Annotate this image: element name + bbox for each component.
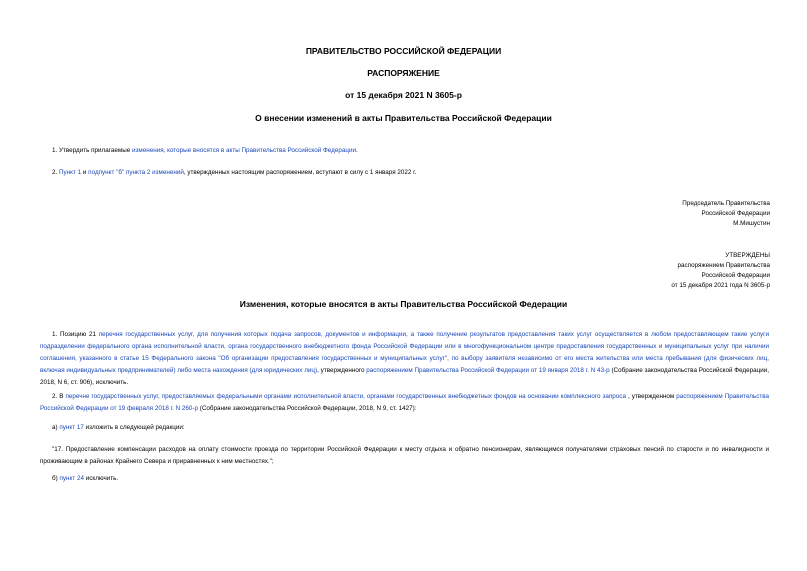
approval-country: Российской Федерации: [701, 272, 770, 279]
approval-by: распоряжением Правительства: [677, 262, 770, 269]
date-number-heading: от 15 декабря 2021 N 3605-р: [345, 90, 462, 100]
item-2-link-point-1[interactable]: Пункт 1: [59, 169, 82, 176]
signature-country: Российской Федерации: [701, 210, 770, 217]
subject-heading: О внесении изменений в акты Правительства Российской Федерации: [255, 113, 552, 123]
change-2-text-2: , утвержденном: [625, 393, 677, 400]
subitem-a-prefix: а): [52, 424, 60, 431]
item-1-suffix: .: [355, 147, 358, 154]
subitem-a-link[interactable]: пункт 17: [59, 424, 84, 431]
item-1-link[interactable]: изменения, которые вносятся в акты Правительства Российской Федерации: [132, 147, 356, 154]
subitem-b: [52, 474, 118, 483]
government-heading: ПРАВИТЕЛЬСТВО РОССИЙСКОЙ ФЕДЕРАЦИИ: [305, 46, 502, 56]
change-2-link-list[interactable]: перечне государственных услуг, предоставляемых федеральными органами исполнительной власти, органами государственных внебюджетных фондов на основании комплексного запроса: [65, 393, 626, 400]
item-2-mid-1: и: [81, 169, 89, 176]
change-2-text-1: 2. В: [52, 393, 66, 400]
subitem-b-suffix: исключить.: [83, 475, 119, 482]
change-2-link-order[interactable]: распоряжением Правительства Российской Федерации от 19 февраля 2018 г. N 260-р: [40, 393, 770, 412]
change-1-text-1: 1. Позицию 21: [52, 331, 99, 338]
change-1-paragraph: [40, 329, 769, 389]
subitem-a: [52, 423, 185, 432]
subitem-b-prefix: б): [52, 475, 60, 482]
subitem-b-link[interactable]: пункт 24: [59, 475, 84, 482]
change-1-text-2: , утвержденного: [317, 367, 367, 374]
subitem-a-suffix: изложить в следующей редакции:: [83, 424, 185, 431]
item-1-prefix: 1. Утвердить прилагаемые: [52, 147, 132, 154]
document-type-heading: РАСПОРЯЖЕНИЕ: [367, 68, 440, 78]
item-2-suffix: , утвержденных настоящим распоряжением, вступают в силу с 1 января 2022 г.: [183, 169, 417, 176]
change-1-text-3: (Собрание законодательства Российской Федерации, 2018, N 6, ст. 906), исключить.: [40, 367, 769, 386]
change-1-link-order[interactable]: распоряжением Правительства Российской Федерации от 19 января 2018 г. N 43-р: [366, 367, 610, 374]
changes-title: Изменения, которые вносятся в акты Правительства Российской Федерации: [239, 299, 568, 309]
signature-block: [682, 199, 770, 229]
item-2-prefix: 2.: [52, 169, 60, 176]
approval-title: УТВЕРЖДЕНЫ: [725, 252, 770, 259]
change-2-paragraph: [40, 391, 769, 415]
approval-block: [671, 251, 770, 291]
change-2-text-3: (Собрание законодательства Российской Федерации, 2018, N 9, ст. 1427):: [198, 405, 417, 412]
quote-paragraph: "17. Предоставление компенсации расходов на оплату стоимости проезда по территории Российской Федерации к месту отдыха и обратно пенсионерам, являющимся получателями страховых пенсий по старости и по инвалидности и проживающим в районах Крайнего Севера и приравненных к ним местностях.";: [40, 446, 769, 465]
item-2: [52, 168, 416, 177]
signature-position: Председатель Правительства: [682, 200, 770, 207]
signature-name: М.Мишустин: [733, 220, 770, 227]
change-1-link-list[interactable]: перечня государственных услуг, для получения которых подача запросов, документов и информации, а также получение результатов предоставления таких услуг осуществляется в любом предоставляющем такие услуги подразделении федерального органа исполнительной власти, органа государственного внебюджетного фонда Российской Федерации или в многофункциональном центре предоставления государственных и муниципальных услуг при наличии соглашения, указанного в статье 15 Федерального закона "Об организации предоставления государственных и муниципальных услуг", по выбору заявителя независимо от его места жительства или места пребывания (для физических лиц, включая индивидуальных предпринимателей) либо места нахождения (для юридических лиц): [40, 331, 769, 374]
item-1: [52, 146, 358, 155]
item-2-link-subpoint[interactable]: подпункт "б" пункта 2: [88, 169, 151, 176]
approval-date: от 15 декабря 2021 года N 3605-р: [671, 282, 770, 289]
item-2-link-changes[interactable]: изменений: [152, 169, 184, 176]
